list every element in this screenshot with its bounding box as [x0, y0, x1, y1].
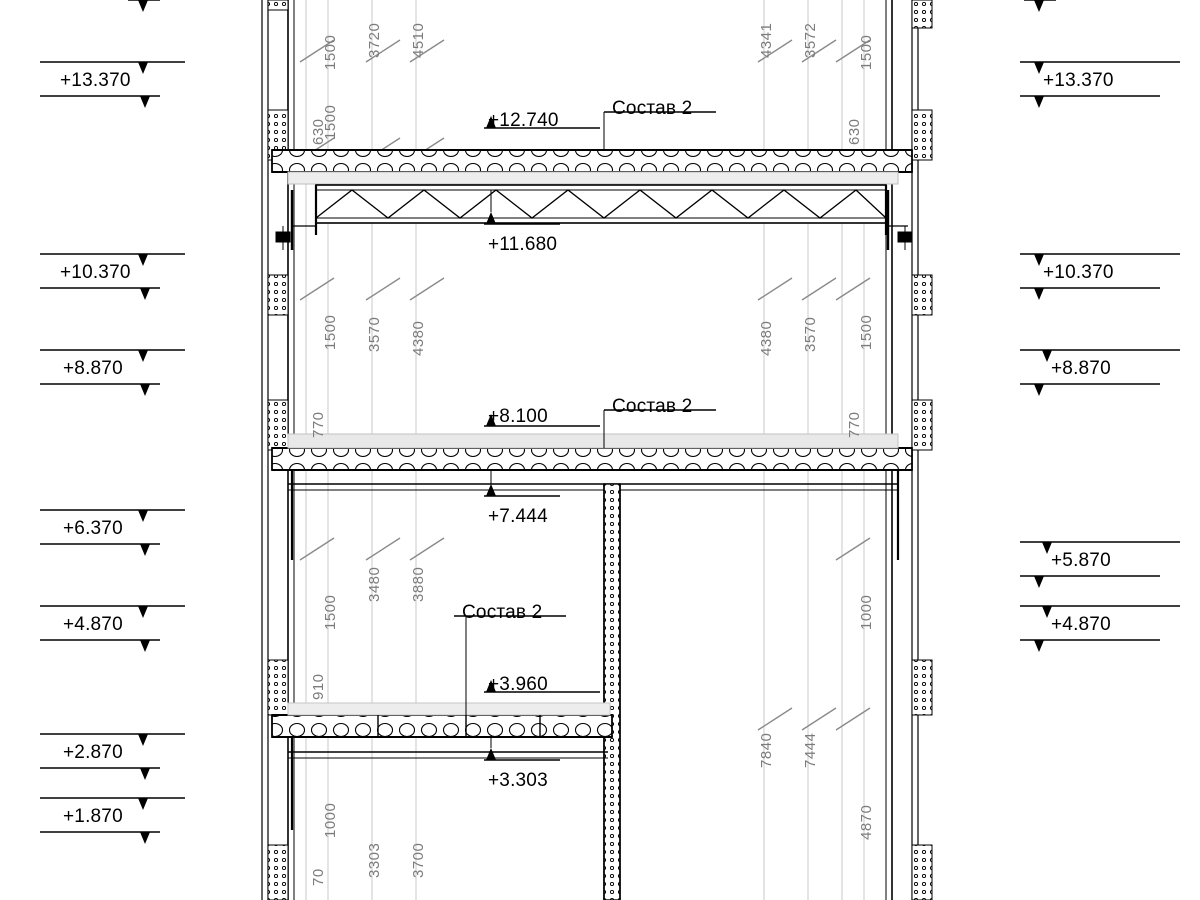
- dimension-text: 1000: [322, 802, 339, 838]
- dimension-text: 1500: [322, 34, 339, 70]
- level-label: +13.370: [60, 70, 131, 91]
- composition-label: Состав 2: [612, 98, 693, 119]
- dimension-text: 1500: [322, 314, 339, 350]
- dimension-text: 910: [310, 673, 327, 700]
- level-label: +8.870: [1051, 358, 1111, 379]
- dimension-text: 4380: [410, 320, 427, 356]
- dimension-text: 4341: [758, 22, 775, 58]
- dimension-text: 3480: [366, 566, 383, 602]
- dimension-text: 70: [310, 868, 327, 886]
- level-label: +10.370: [60, 262, 131, 283]
- dimension-text: 3570: [802, 316, 819, 352]
- dimension-text: 7444: [802, 732, 819, 768]
- dimension-text: 4380: [758, 320, 775, 356]
- dimension-text: 630: [310, 118, 327, 145]
- dimension-text: 1500: [858, 34, 875, 70]
- level-label: +7.444: [488, 506, 548, 527]
- level-label: +5.870: [1051, 550, 1111, 571]
- level-label: +1.870: [63, 806, 123, 827]
- dimension-text: 3700: [410, 842, 427, 878]
- dimension-text: 3720: [366, 22, 383, 58]
- dimension-text: 770: [846, 411, 863, 438]
- level-label: +3.960: [488, 674, 548, 695]
- dimension-text: 3303: [366, 842, 383, 878]
- level-label: +12.740: [488, 110, 559, 131]
- dimension-text: 3570: [366, 316, 383, 352]
- dimension-text: 4870: [858, 804, 875, 840]
- dimension-text: 1500: [322, 594, 339, 630]
- level-label: +4.870: [1051, 614, 1111, 635]
- level-label: +13.370: [1043, 70, 1114, 91]
- dimension-text: 1500: [322, 104, 339, 140]
- level-label: +3.303: [488, 770, 548, 791]
- level-label: +8.100: [488, 406, 548, 427]
- dimension-text: 770: [310, 411, 327, 438]
- dimension-text: 1000: [858, 594, 875, 630]
- level-label: +11.680: [488, 234, 558, 255]
- dimension-text: 1500: [858, 314, 875, 350]
- dimension-text: 7840: [758, 732, 775, 768]
- level-label: +10.370: [1043, 262, 1114, 283]
- dimension-text: 3572: [802, 22, 819, 58]
- composition-label: Состав 2: [612, 396, 693, 417]
- level-label: +8.870: [63, 358, 123, 379]
- level-label: +6.370: [63, 518, 123, 539]
- dimension-text: 3880: [410, 566, 427, 602]
- level-label: +2.870: [63, 742, 123, 763]
- level-label: +4.870: [63, 614, 123, 635]
- dimension-text: 4510: [410, 22, 427, 58]
- composition-label: Состав 2: [462, 602, 543, 623]
- dimension-text: 630: [846, 118, 863, 145]
